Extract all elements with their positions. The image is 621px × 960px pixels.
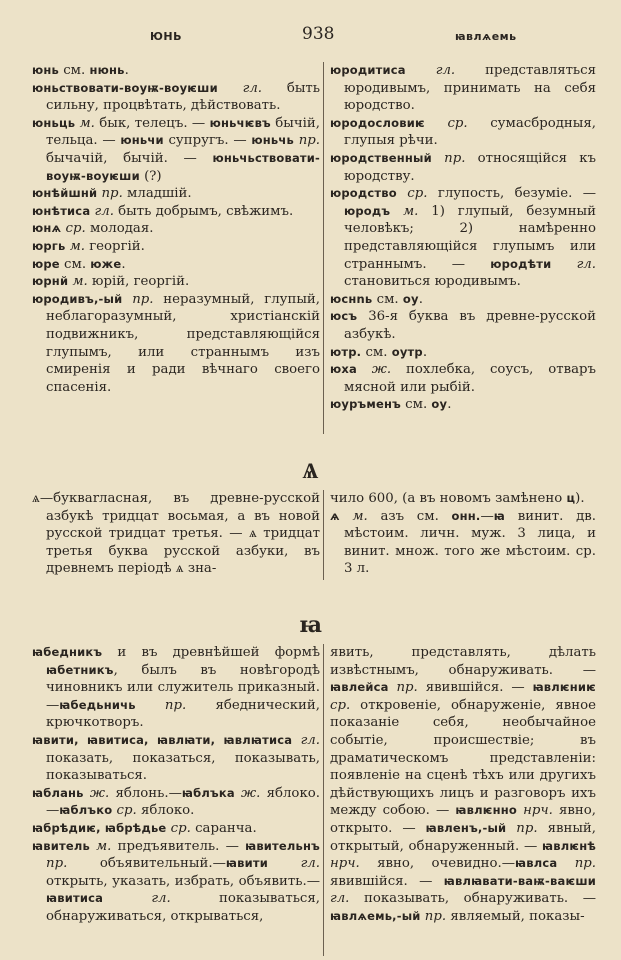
section2-left-column — [32, 490, 320, 578]
entry: юньствовати-воуѭ-воуѥши гл. быть сильну, процвѣтать, дѣйствовать. — [32, 80, 320, 114]
entry: юре см. юже. — [32, 256, 126, 272]
section1-right-column — [330, 62, 596, 414]
entry: ꙗблань ж. яблонь.—ꙗблъка ж. яблоко.—ꙗблъко ср. яблоко. — [32, 785, 320, 819]
page-header — [0, 24, 621, 48]
entry: ꙗбрѣдиѥ, ꙗбрѣдье ср. саранча. — [32, 820, 257, 836]
entry: юнь см. нюнь. — [32, 63, 129, 78]
entry: юргь м. георгій. — [32, 238, 145, 254]
entry: ꙗвити, ꙗвитиса, ꙗвлꙗти, ꙗвлꙗтиса гл. показать, показаться, показывать, показываться. — [32, 732, 321, 784]
column-divider — [323, 490, 324, 580]
right-guide-word: ꙗвлѧемь — [455, 30, 517, 43]
entry: юснnь см. оу. — [330, 291, 423, 307]
entry: юнѣйшнй пр. младшій. — [32, 186, 192, 202]
continued-text: явить, представлять, дѣлать извѣстнымъ, обнаруживать. — ꙗвлейса пр. явившійся. — ꙗвлѥниѥ ср. откровеніе, обнаруженіе, явное показаніе себя, необычайное событіе, происшествіе; въ драматическомъ представленіи: появленіе на сценѣ тѣхъ или другихъ дѣйствующихъ лицъ и разговоръ ихъ между собою. — ꙗвлѥнно нрч. явно, открыто. — ꙗвленъ,-ый пр. явный, открытый, обнаруженный. — ꙗвлѥнѣ нрч. явно, очевидно.—ꙗвлса пр. явившійся. — ꙗвлꙗвати-ваѭ-ваѥши гл. показывать, обнаруживать. — ꙗвлѧемь,-ый пр. являемый, показы- — [330, 645, 597, 924]
entry: юуръменъ см. оу. — [330, 397, 452, 413]
entry: ꙗбедникъ и въ древнѣйшей формѣ ꙗбетникъ, былъ въ новѣгородѣ чиновникъ или служитель приказный.—ꙗбедьничь пр. ябеднический, крючкотворъ. — [32, 645, 320, 731]
section3-left-column — [32, 644, 320, 926]
left-guide-word: ЮНЬ — [150, 30, 183, 43]
entry: ѧ м. азъ см. онн.—ꙗ винит. дв. мѣстоим. личн. муж. 3 лица, и винит. множ. того же мѣстоим. ср. 3 л. — [330, 508, 596, 577]
entry: юродство ср. глупость, безуміе. — юродъ м. 1) глупый, безумный человѣкъ; 2) намѣренно представляющійся глупымъ или страннымъ. — юродѣти гл. становиться юродивымъ. — [330, 186, 596, 290]
entry: юродивъ,-ый пр. неразумный, глупый, неблагоразумный, христіанскій подвижникъ, представляющійся глупымъ, или страннымъ изъ смиренія и ради вѣчнаго своего спасенія. — [32, 291, 320, 395]
column-divider — [323, 62, 324, 434]
entry: ѧ—букваrласная, въ древне-русской азбукѣ тридцат восьмая, а въ новой русской тридцат третья. — ѧ тридцат третья буква русской азбуки, въ древнемъ періодѣ ѧ зна- — [32, 491, 320, 577]
entry: юньць м. бык, телецъ. — юньчѥвъ бычій, тельца. — юньчи супругъ. — юньчь пр. бычачій, бычій. — юньчьствовати-воуѭ-воуѥши (?) — [32, 115, 321, 184]
entry: юнѣтиса гл. быть добрымъ, свѣжимъ. — [32, 203, 294, 219]
entry: ютр. см. оутр. — [330, 344, 428, 360]
section1-left-column — [32, 62, 320, 396]
entry: юха ж. похлебка, соусъ, отваръ мясной или рыбій. — [330, 362, 596, 395]
section2-right-column — [330, 490, 596, 578]
section-letter-heading: Ѧ — [302, 458, 319, 484]
column-divider — [323, 644, 324, 956]
entry: юродословиѥ ср. сумасбродныя, глупыя рѣчи. — [330, 115, 596, 149]
entry: юродственный пр. относящійся къ юродству. — [330, 150, 596, 184]
section-letter-heading: ꙗ — [299, 612, 322, 638]
entry: юродитиса гл. представляться юродивымъ, принимать на себя юродство. — [330, 63, 597, 114]
section3-right-column — [330, 644, 596, 926]
entry: юрнй м. юрій, георгій. — [32, 274, 190, 290]
entry: юсъ 36-я буква въ древне-русской азбукѣ. — [330, 309, 596, 342]
continued-text: чило 600, (а въ новомъ замѣнено ц). — [330, 491, 585, 506]
entry: юнѧ ср. молодая. — [32, 221, 154, 237]
page-number: 938 — [302, 24, 335, 44]
entry: ꙗвитель м. предъявитель. — ꙗвительнъ пр. объявительный.—ꙗвити гл. открыть, указать, избрать, объявить.—ꙗвитиса гл. показываться, обнаруживаться, открываться, — [32, 838, 320, 924]
